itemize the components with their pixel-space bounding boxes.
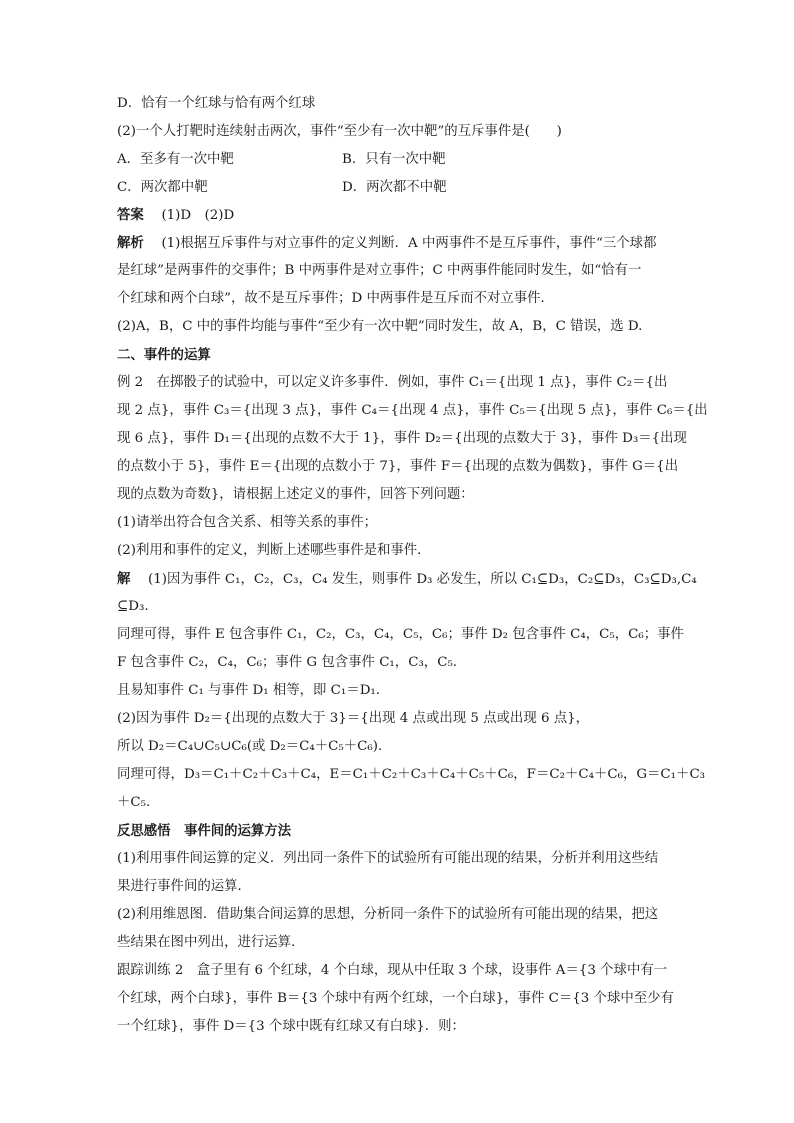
q2-option-c: C．两次都中靶 <box>117 180 208 195</box>
example2-question-1: (1)请举出符合包含关系、相等关系的事件； <box>117 515 377 530</box>
example2-question-2: (2)利用和事件的定义，判断上述哪些事件是和事件． <box>117 543 431 558</box>
solution-line-4: F 包含事件 C₂，C₄，C₆；事件 G 包含事件 C₁，C₃，C₅. <box>117 655 458 670</box>
solution-line-7: 所以 D₂＝C₄∪C₅∪C₆(或 D₂＝C₄＋C₅＋C₆)． <box>117 739 392 754</box>
solution-line-5: 且易知事件 C₁ 与事件 D₁ 相等，即 C₁＝D₁. <box>117 683 381 698</box>
q2-option-d: D．两次都不中靶 <box>342 180 447 195</box>
example2-line-4: 的点数小于 5}，事件 E＝{出现的点数小于 7}，事件 F＝{出现的点数为偶数}，事件 G＝{出 <box>117 459 679 474</box>
solution-line-2: ⊆D₃. <box>117 599 149 614</box>
analysis-line-3: 个红球和两个白球”，故不是互斥事件；D 中两事件是互斥而不对立事件． <box>117 291 554 306</box>
practice2-line-2: 个红球，两个白球}，事件 B＝{3 个球中有两个红球，一个白球}，事件 C＝{3 个球中至少有 <box>117 991 674 1006</box>
solution-label: 解 <box>117 571 131 587</box>
analysis-line-4: (2)A，B，C 中的事件均能与事件“至少有一次中靶”同时发生，故 A，B，C 错误，选 D. <box>117 319 643 334</box>
reflection-line-1: (1)利用事件间运算的定义．列出同一条件下的试验所有可能出现的结果，分析并利用这些结 <box>117 851 659 866</box>
q2-option-b: B．只有一次中靶 <box>342 152 446 167</box>
analysis-label: 解析 <box>117 235 144 251</box>
reflection-line-2: 果进行事件间的运算． <box>117 879 251 894</box>
practice2-line-3: 一个红球}，事件 D＝{3 个球中既有红球又有白球}．则： <box>117 1019 465 1034</box>
reflection-line-3: (2)利用维恩图．借助集合间运算的思想，分析同一条件下的试验所有可能出现的结果，把这 <box>117 907 659 922</box>
answer-row <box>117 205 234 226</box>
practice2-line-1: 跟踪训练 2 盒子里有 6 个红球，4 个白球，现从中任取 3 个球，设事件 A＝{3 个球中有一 <box>117 963 668 978</box>
solution-line-1: 解 (1)因为事件 C₁，C₂，C₃，C₄ 发生，则事件 D₃ 必发生，所以 C₁⊆D₃，C₂⊆D₃，C₃⊆D₃,C₄ <box>117 571 697 587</box>
solution-line-6: (2)因为事件 D₂＝{出现的点数大于 3}＝{出现 4 点或出现 5 点或出现 6 点}， <box>117 711 590 726</box>
example2-line-3: 现 6 点}，事件 D₁＝{出现的点数不大于 1}，事件 D₂＝{出现的点数大于 3}，事件 D₃＝{出现 <box>117 431 687 446</box>
answer-label: 答案 <box>117 207 144 223</box>
analysis-line-1: 解析 (1)根据互斥事件与对立事件的定义判断．A 中两事件不是互斥事件，事件“三个球都 <box>117 235 657 251</box>
reflection-title: 反思感悟 事件间的运算方法 <box>117 823 292 839</box>
answer-text: (1)D (2)D <box>161 208 235 223</box>
analysis-line-2: 是红球”是两事件的交事件；B 中两事件是对立事件；C 中两事件能同时发生，如“恰有一 <box>117 263 642 278</box>
q2-option-a: A．至多有一次中靶 <box>117 152 234 167</box>
example2-line-2: 现 2 点}，事件 C₃＝{出现 3 点}，事件 C₄＝{出现 4 点}，事件 C₅＝{出现 5 点}，事件 C₆＝{出 <box>117 403 708 418</box>
q1-option-d: D．恰有一个红球与恰有两个红球 <box>117 96 316 111</box>
reflection-line-4: 些结果在图中列出，进行运算． <box>117 935 305 950</box>
q2-stem: (2)一个人打靶时连续射击两次，事件“至少有一次中靶”的互斥事件是( ) <box>117 124 562 139</box>
section-heading: 二、事件的运算 <box>117 347 211 363</box>
solution-line-9: ＋C₅. <box>117 795 151 810</box>
example2-line-1: 例 2 在掷骰子的试验中，可以定义许多事件．例如，事件 C₁＝{出现 1 点}，事件 C₂＝{出 <box>117 375 668 390</box>
solution-line-3: 同理可得，事件 E 包含事件 C₁，C₂，C₃，C₄，C₅，C₆；事件 D₂ 包含事件 C₄，C₅，C₆；事件 <box>117 627 684 642</box>
example2-line-5: 现的点数为奇数}，请根据上述定义的事件，回答下列问题： <box>117 487 474 502</box>
solution-line-8: 同理可得，D₃＝C₁＋C₂＋C₃＋C₄，E＝C₁＋C₂＋C₃＋C₄＋C₅＋C₆，F＝C₂＋C₄＋C₆，G＝C₁＋C₃ <box>117 767 706 782</box>
